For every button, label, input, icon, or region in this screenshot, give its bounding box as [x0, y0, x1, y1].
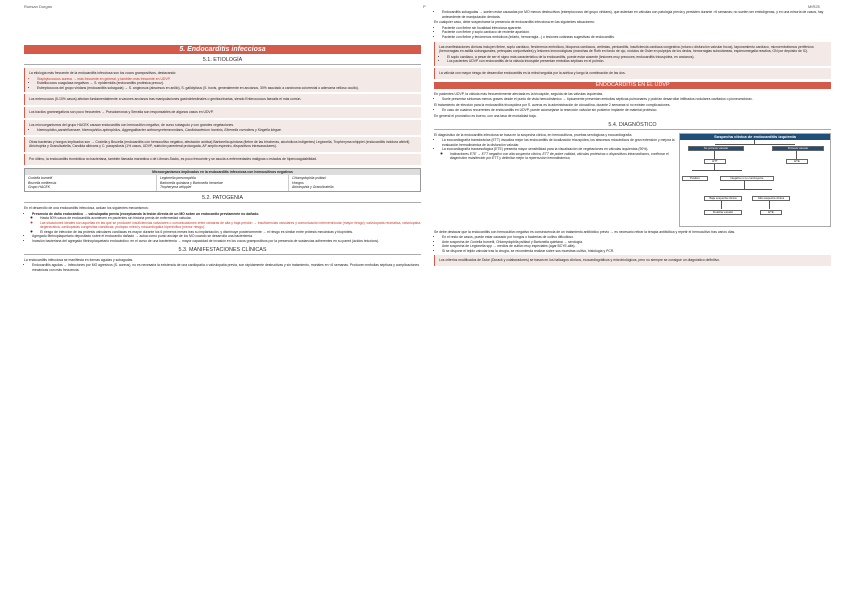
etiologia-p4: Los microorganismos del grupo HACEK causan endocarditis con hemocultivo negativo, de curso subagudo y con grandes vegetaciones.	[29, 122, 235, 127]
list-item: • Paciente con fiebre y fenómenos embólicos (infarto, hemorragia...) o lesiones cutáneas sugestivas de endocarditis.	[442, 35, 831, 40]
micro-table-col-3	[289, 175, 420, 191]
list-item: • Staphylococcus aureus → más frecuente en general, y también más frecuente en UDVP.	[37, 77, 417, 82]
header-course: MIR25	[808, 4, 820, 9]
node-alta-sospecha: Alta sospecha clínica	[752, 196, 790, 201]
list-item: • Los pacientes UDVP con endocarditis de la válvula tricúspide presentan embolias sépticas en el pulmón.	[447, 59, 827, 64]
table-cell: Chlamydophila psittaci	[292, 176, 326, 181]
list-item: • Haemophilus parainfluenzae, Haemophilus aphrophilus, Aggregatibacter actinomycetemcomitans, Cardiobacterium hominis, Eikenella corrodens y Kingella kingae.	[37, 128, 417, 133]
list-item: ◦ El riesgo de infección de las prótesis valvulares cardíacas es mayor durante los 6 primeros meses tras su implantación, y disminuye posteriormente → el riesgo es similar entre prótesis mecánicas y biopróteis.	[40, 230, 421, 235]
list-item: • Estreptococos del grupo viridans (endocarditis subaguda) → S. anginosus (abscesos en anillo), S. gallolyticus (S. bovis, generalmente en ancianos, 30% asociado a carcinoma colorrectal o adenoma velloso oculto).	[37, 86, 417, 91]
table-cell: Bartonella quintana y Bartonella henselae	[160, 180, 223, 185]
duke-block	[434, 255, 831, 266]
section-udvp: ENDOCARDITIS EN EL UDVP	[434, 82, 831, 89]
etiologia-block-2	[24, 94, 421, 105]
list-item: • La ecocardiografía transesofágica (ETE) presenta mayor sensibilidad para la visualización de vegetaciones en válvulas izquierdas (90%).	[442, 147, 831, 152]
diagnostico-intro: El diagnóstico de la endocarditis infecciosa se basa en la sospecha clínica, en hemocultivos, pruebas serológicas y ecocardiografía.	[434, 132, 633, 137]
flowchart-title: Sospecha clínica de endocarditis izquierda	[680, 134, 830, 140]
node-ete: ETE	[786, 159, 808, 164]
udvp-p1: En pacientes UDVP, la válvula más frecuentemente afectada es la tricúspide, seguida de las válvulas izquierdas.	[434, 91, 604, 96]
node-finalizar: Finalizar estudio	[704, 210, 742, 215]
etiologia-p1: La etiología más frecuente de la endocarditis infecciosa son los cocos grampositivos, destacando:	[29, 71, 177, 75]
table-cell: Grupo HACEK	[28, 185, 51, 190]
etiologia-p5: Otras bacterias y hongos implicados son → Coxiella y Brucella (endocarditis con hemocultivo negativo, afectación aórtica) Bartonella quintana (fiebre de las trincheras, alcohólicos indigentes) Legionella, Tropheryma whipplei (endocarditis indolora afebril) Abiotrophia y Granulicatella, Candida albicans y C. parapsilosis (1% casos, UDVP, nutrición parenteral prolongada, AF amplio espectro, dispositivos intravasculares).	[29, 139, 410, 149]
list-item: • Paciente con fiebre y soplo cardíaco de reciente aparición.	[442, 30, 831, 35]
manifestaciones-intro: La endocarditis infecciosa se manifiesta en formas agudas y subagudas.	[24, 257, 134, 262]
etiologia-p3: Los bacilos gramnegativos son poco frecuentes → Pseudomonas y Serratia son responsables de algunos casos en UDVP.	[29, 109, 214, 114]
list-item: ◦ Indicaciones ETE → ETT negativo con alta sospecha clínica, ETT de pobre calidad, válvulas protésicas o dispositivos intracardíacos, confirmar el diagnóstico establecido por ETT y delimitar mejor la repercusión hemodinámica.	[450, 152, 831, 161]
etiologia-p6: Por último, la endocarditis trombótica no bacteriana, también llamada marántica o de Libman-Sacks, es poco frecuente y se asocia a enfermedades malignas o estados de hipercoagulabilidad.	[29, 156, 317, 161]
table-cell: Coxiella burnetii	[28, 176, 53, 181]
left-column	[24, 10, 421, 272]
list-item: • Invasión bacteriana del agregado fibrinoplaquetario endocárdico: en el curso de una bacteriemia → mayor capacidad de invasión en los cocos grampositivos por la presencia de sustancias adherentes en su pared (ácidos teicoicos).	[32, 239, 421, 244]
node-no-protesis: No prótesis valvular	[688, 146, 744, 151]
micro-table-col-2	[157, 175, 289, 191]
etiologia-block-6	[24, 154, 421, 165]
table-cell: Brucella melitensis	[28, 180, 57, 185]
hemocultivo-text: Se debe destacar que la endocarditis con hemocultivo negativo es consecuencia de un tratamiento antibiótico previo → es necesario retirar la terapia antibiótica y repetir el hemocultivo tras varios días.	[434, 229, 736, 234]
list-item: • Paciente con fiebre sin focalidad infecciosa aparente.	[442, 26, 831, 31]
valvula-text: La válvula con mayor riesgo de desarrollar endocarditis es la mitral seguida por la aórtica y luego la combinación de las dos.	[439, 70, 626, 75]
valvula-block	[434, 68, 831, 79]
list-item: • En el resto de casos, puede estar causado por hongos o bacterias de cultivo dificultoso.	[442, 235, 831, 240]
duke-text: Los criterios modificados de Duke (Durack y colaboradores) se basan en los hallazgos clínicos, ecocardiográficos y microbiológicos, pero no siempre se consigue un diagnóstico definitivo.	[439, 258, 721, 263]
table-cell: Legionella pneumophila	[160, 176, 196, 181]
list-item: • Ante sospecha de Coxiella burnetii, Chlamydophila psittaci y Bartonella quintana → serología.	[442, 240, 831, 245]
table-cell: Abiotrophia y Granulicatella	[292, 185, 334, 190]
list-item: • El soplo cardíaco, a pesar de ser el signo más característico de la endocarditis, puede estar ausente (lesiones muy precoces; endocarditis tricuspídea, en ancianos).	[447, 55, 827, 60]
list-item: • Endocarditis subagudas → suelen estar causadas por MO menos destructivos (estreptococos del grupo viridans), que asientan en válvulas con patología previa y persisten durante >6 semanas; no suelen ser embolígenas, y en una minoría de casos, hay antecedente de manipulación dentaria.	[442, 10, 831, 19]
etiologia-block-3	[24, 107, 421, 118]
micro-table-col-1	[25, 175, 157, 191]
table-cell: Hongos	[292, 180, 304, 185]
node-negativo: Negativo o no concluyente	[720, 176, 774, 181]
etiologia-block-4	[24, 120, 421, 135]
clinicas-block	[434, 42, 831, 66]
node-ete-2: ETE	[760, 210, 782, 215]
udvp-p3: En general el pronóstico es bueno, con una tasa de mortalidad baja.	[434, 113, 537, 118]
list-item: • Suele presentar síntomas menos graves desde el punto de vista hemodinámico → típicamente presentan embolias sépticas pulmonares y podrían desarrollar infiltrados nodulares cavitados o pioneumotórax.	[442, 97, 831, 102]
header-author: Ruesan Durgan	[24, 4, 53, 9]
node-protesis: Prótesis valvular	[772, 146, 824, 151]
list-item: • La ecocardiografía transtorácica (ETT) visualiza mejor las endocarditis de localización tricuspídea, los abscesos miocárdicos de gran extensión y mejora la evaluación hemodinámica de la disfunción valvular.	[442, 138, 831, 147]
patogenia-m1: Presencia de daño endocárdico → valvulopatía previa (exceptuando la lesión directa de un MO sobre un endocardio previamente no dañado.	[32, 211, 260, 216]
section-manifestaciones: 5.3. MANIFESTACIONES CLÍNICAS	[24, 247, 421, 255]
chapter-title: 5. Endocarditis infecciosa	[24, 45, 421, 54]
micro-table	[24, 168, 421, 192]
list-item: • Agregado fibrinoplaquetario depositado sobre el endocardio dañado → actúa como punto anclaje de los MO cuando se desarrolla una bacteriemia.	[32, 234, 421, 239]
list-item	[32, 212, 421, 235]
clinicas-text: Las manifestaciones clínicas incluyen fiebre, soplo cardíaco, fenómenos embólicos, bloqueos cardíacos, arritmias, pericarditis, insuficiencia cardíaca congestiva (rotura o disfunción valvular focos), taponamiento cardíaco, microembolismos periféricos (hemorragias en astilla subungueales, petequias conjuntivales) y lesiones inmunológicas (manchas de Roth en fondo de ojo, nódulos de Osler en pulpejos de los dedos, hemorragias subcutáneas, esplenomegalia reactiva, GN por depósito de IC).	[439, 44, 814, 54]
list-item: • Ante sospecha de Legionella spp → medios de cultivo muy especiales (agar BCYE-alfa).	[442, 244, 831, 249]
list-item: • Endocarditis agudas → infecciones por MO agresivos (S. aureus), no es necesaria la existencia de una cardiopatía o valvulopatía previa, son rápidamente destructivas y sin tratamiento, mortales en <6 semanas. Producen embolias sépticas y complicaciones mecánicas con más frecuencia.	[32, 263, 421, 272]
node-baja-sospecha: Baja sospecha clínica	[704, 196, 742, 201]
table-cell: Tropheryma whipplei	[160, 185, 192, 190]
patogenia-intro: En el desarrollo de una endocarditis infecciosa, actúan los siguientes mecanismos:	[24, 205, 149, 210]
list-item: • Si se dispone el tejido valvular tras la cirugía, se recomienda realizar sobre sus muestras cultivo, histología y PCR.	[442, 249, 831, 254]
list-item: ◦ Hasta 50% casos de endocarditis acontecen en pacientes sin historia previa de enfermedad valvular.	[40, 216, 421, 221]
etiologia-block-1	[24, 68, 421, 92]
section-diagnostico: 5.4. DIAGNÓSTICO	[434, 122, 831, 130]
diagnosis-flowchart	[679, 133, 831, 227]
udvp-p2: El tratamiento de elección para la endocarditis tricuspídea por S. aureus es la administración de cloxacilina, durante 2 semanas si no existen complicaciones.	[434, 102, 671, 107]
section-etiologia: 5.1. ETIOLOGÍA	[24, 57, 421, 65]
section-patogenia: 5.2. PATOGENIA	[24, 195, 421, 203]
header-page-mark: P	[423, 4, 426, 9]
etiologia-p2: Los enterococos (5-10% casos) afectan fundamentalmente a varones ancianos tras manipulaciones gastrointestinales o genitourinarias, siendo Enterococcus faecalis el más común.	[29, 97, 302, 102]
sospecha-intro: En cualquier caso, debe sospecharse la presencia de endocarditis infecciosa en las siguientes situaciones:	[434, 20, 595, 25]
micro-table-title: Microorganismos implicados en la endocarditis infecciosa con hemocultivos negativos	[25, 169, 420, 176]
list-item: • Estafilococos coagulasa negativos → S. epidermidis (endocarditis protésica precoz).	[37, 81, 417, 86]
list-item: • En caso de cuadros recurrentes de endocarditis en UDVP, puede aconsejarse la resección valvular sin posterior implante de material protésico.	[442, 108, 831, 113]
list-item: ◦ Las situaciones ideales son aquellas en las que se producen insuficiencias valvulares o comunicaciones entre cámaras de alta y baja presión → Insuficiencias valvulares y comunicación interventricular (mayor riesgo); valvulopatía reumática, valvulopatía degenerativa, cardiopatías congénitas cianóticas; prolapso mitral y miocardiopatía hipertrófica (menor riesgo).	[40, 221, 421, 230]
node-ett: ETT	[704, 159, 726, 164]
node-positivo: Positivo	[682, 176, 708, 181]
right-column	[434, 10, 831, 268]
etiologia-block-5	[24, 137, 421, 152]
